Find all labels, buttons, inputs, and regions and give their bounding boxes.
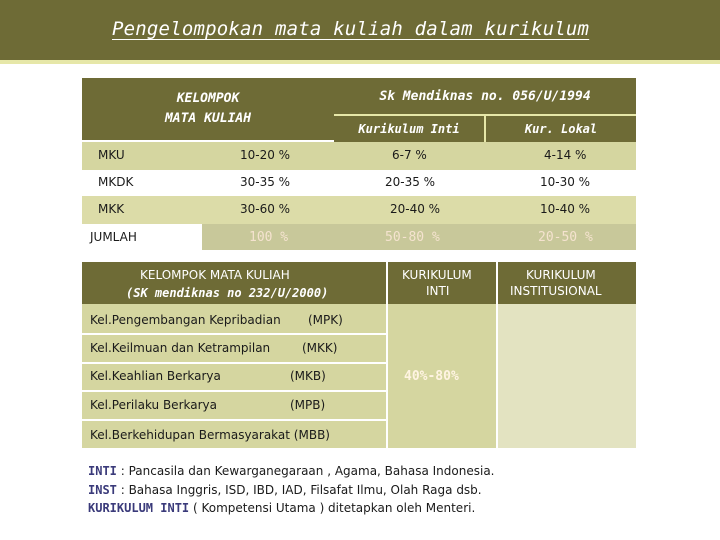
kelompok-name: Kel.Keahlian Berkarya [90,369,221,383]
note-key: KURIKULUM INTI [88,501,190,515]
col-kurikulum-inti-bottom-line1: KURIKULUM [402,268,472,282]
note-text: : Pancasila dan Kewarganegaraan , Agama, Bahasa Indonesia. [116,464,495,478]
top-group-header-label: KELOMPOK MATA KULIAH [164,91,252,126]
bottom-row-divider [82,333,386,335]
row-total: 30-60 % [240,202,291,216]
kelompok-name: Kel.Pengembangan Kepribadian [90,313,281,327]
col-kurikulum-institusional [498,262,636,304]
col-kurikulum-inti-bottom-line2: INTI [426,284,450,298]
kelompok-name: Kel.Keilmuan dan Ketrampilan [90,341,271,355]
bottom-inst-body [498,304,636,448]
kelompok-code: (MKK) [302,341,338,355]
title-bar [0,0,720,64]
page-title: Pengelompokan mata kuliah dalam kurikulum [112,18,590,40]
sk-header-label: Sk Mendiknas no. 056/U/1994 [379,88,591,104]
bottom-row-divider [82,390,386,392]
note-inst [88,483,482,497]
row-total: 30-35 % [240,175,291,189]
row-total: 10-20 % [240,148,291,162]
bottom-group-header-line1: KELOMPOK MATA KULIAH [140,268,290,282]
note-text: ( Kompetensi Utama ) ditetapkan oleh Menteri. [189,501,476,515]
row-lokal: 4-14 % [544,148,587,162]
bottom-group-header [82,262,386,304]
kelompok-name: Kel.Berkehidupan Bermasyarakat (MBB) [90,428,330,442]
sk-header [334,78,636,114]
col-kur-lokal-label: Kur. Lokal [524,122,598,136]
total-row-lokal: 20-50 % [538,230,593,245]
row-lokal: 10-30 % [540,175,591,189]
row-name: MKU [98,148,125,162]
col-kurikulum-inti-bottom [388,262,496,304]
col-kurikulum-institusional-line1: KURIKULUM [526,268,596,282]
row-inti: 20-35 % [385,175,436,189]
kelompok-code: (MPB) [290,398,326,412]
total-row-total: 100 % [249,230,289,245]
note-key: INST [88,483,117,497]
bottom-row-divider [82,362,386,364]
row-inti: 20-40 % [390,202,441,216]
col-kur-lokal [486,114,636,142]
total-row-inti: 50-80 % [385,230,440,245]
top-group-header [82,78,334,140]
bottom-row-divider [82,419,386,421]
col-kurikulum-inti-label: Kurikulum Inti [358,122,460,136]
note-text: : Bahasa Inggris, ISD, IBD, IAD, Filsafat Ilmu, Olah Raga dsb. [116,483,482,497]
row-name: MKDK [98,175,134,189]
inti-value: 40%-80% [404,369,459,384]
row-name: MKK [98,202,125,216]
kelompok-code: (MPK) [308,313,343,327]
kelompok-name: Kel.Perilaku Berkarya [90,398,217,412]
bottom-group-header-line2: (SK mendiknas no 232/U/2000) [126,286,329,300]
note-kurikulum-inti [88,501,475,515]
note-key: INTI [88,464,117,478]
kelompok-code: (MKB) [290,369,326,383]
row-inti: 6-7 % [392,148,427,162]
note-inti [88,464,495,478]
total-row-name: JUMLAH [90,230,137,244]
col-kurikulum-inti [334,114,486,142]
col-kurikulum-institusional-line2: INSTITUSIONAL [510,284,602,298]
row-lokal: 10-40 % [540,202,591,216]
